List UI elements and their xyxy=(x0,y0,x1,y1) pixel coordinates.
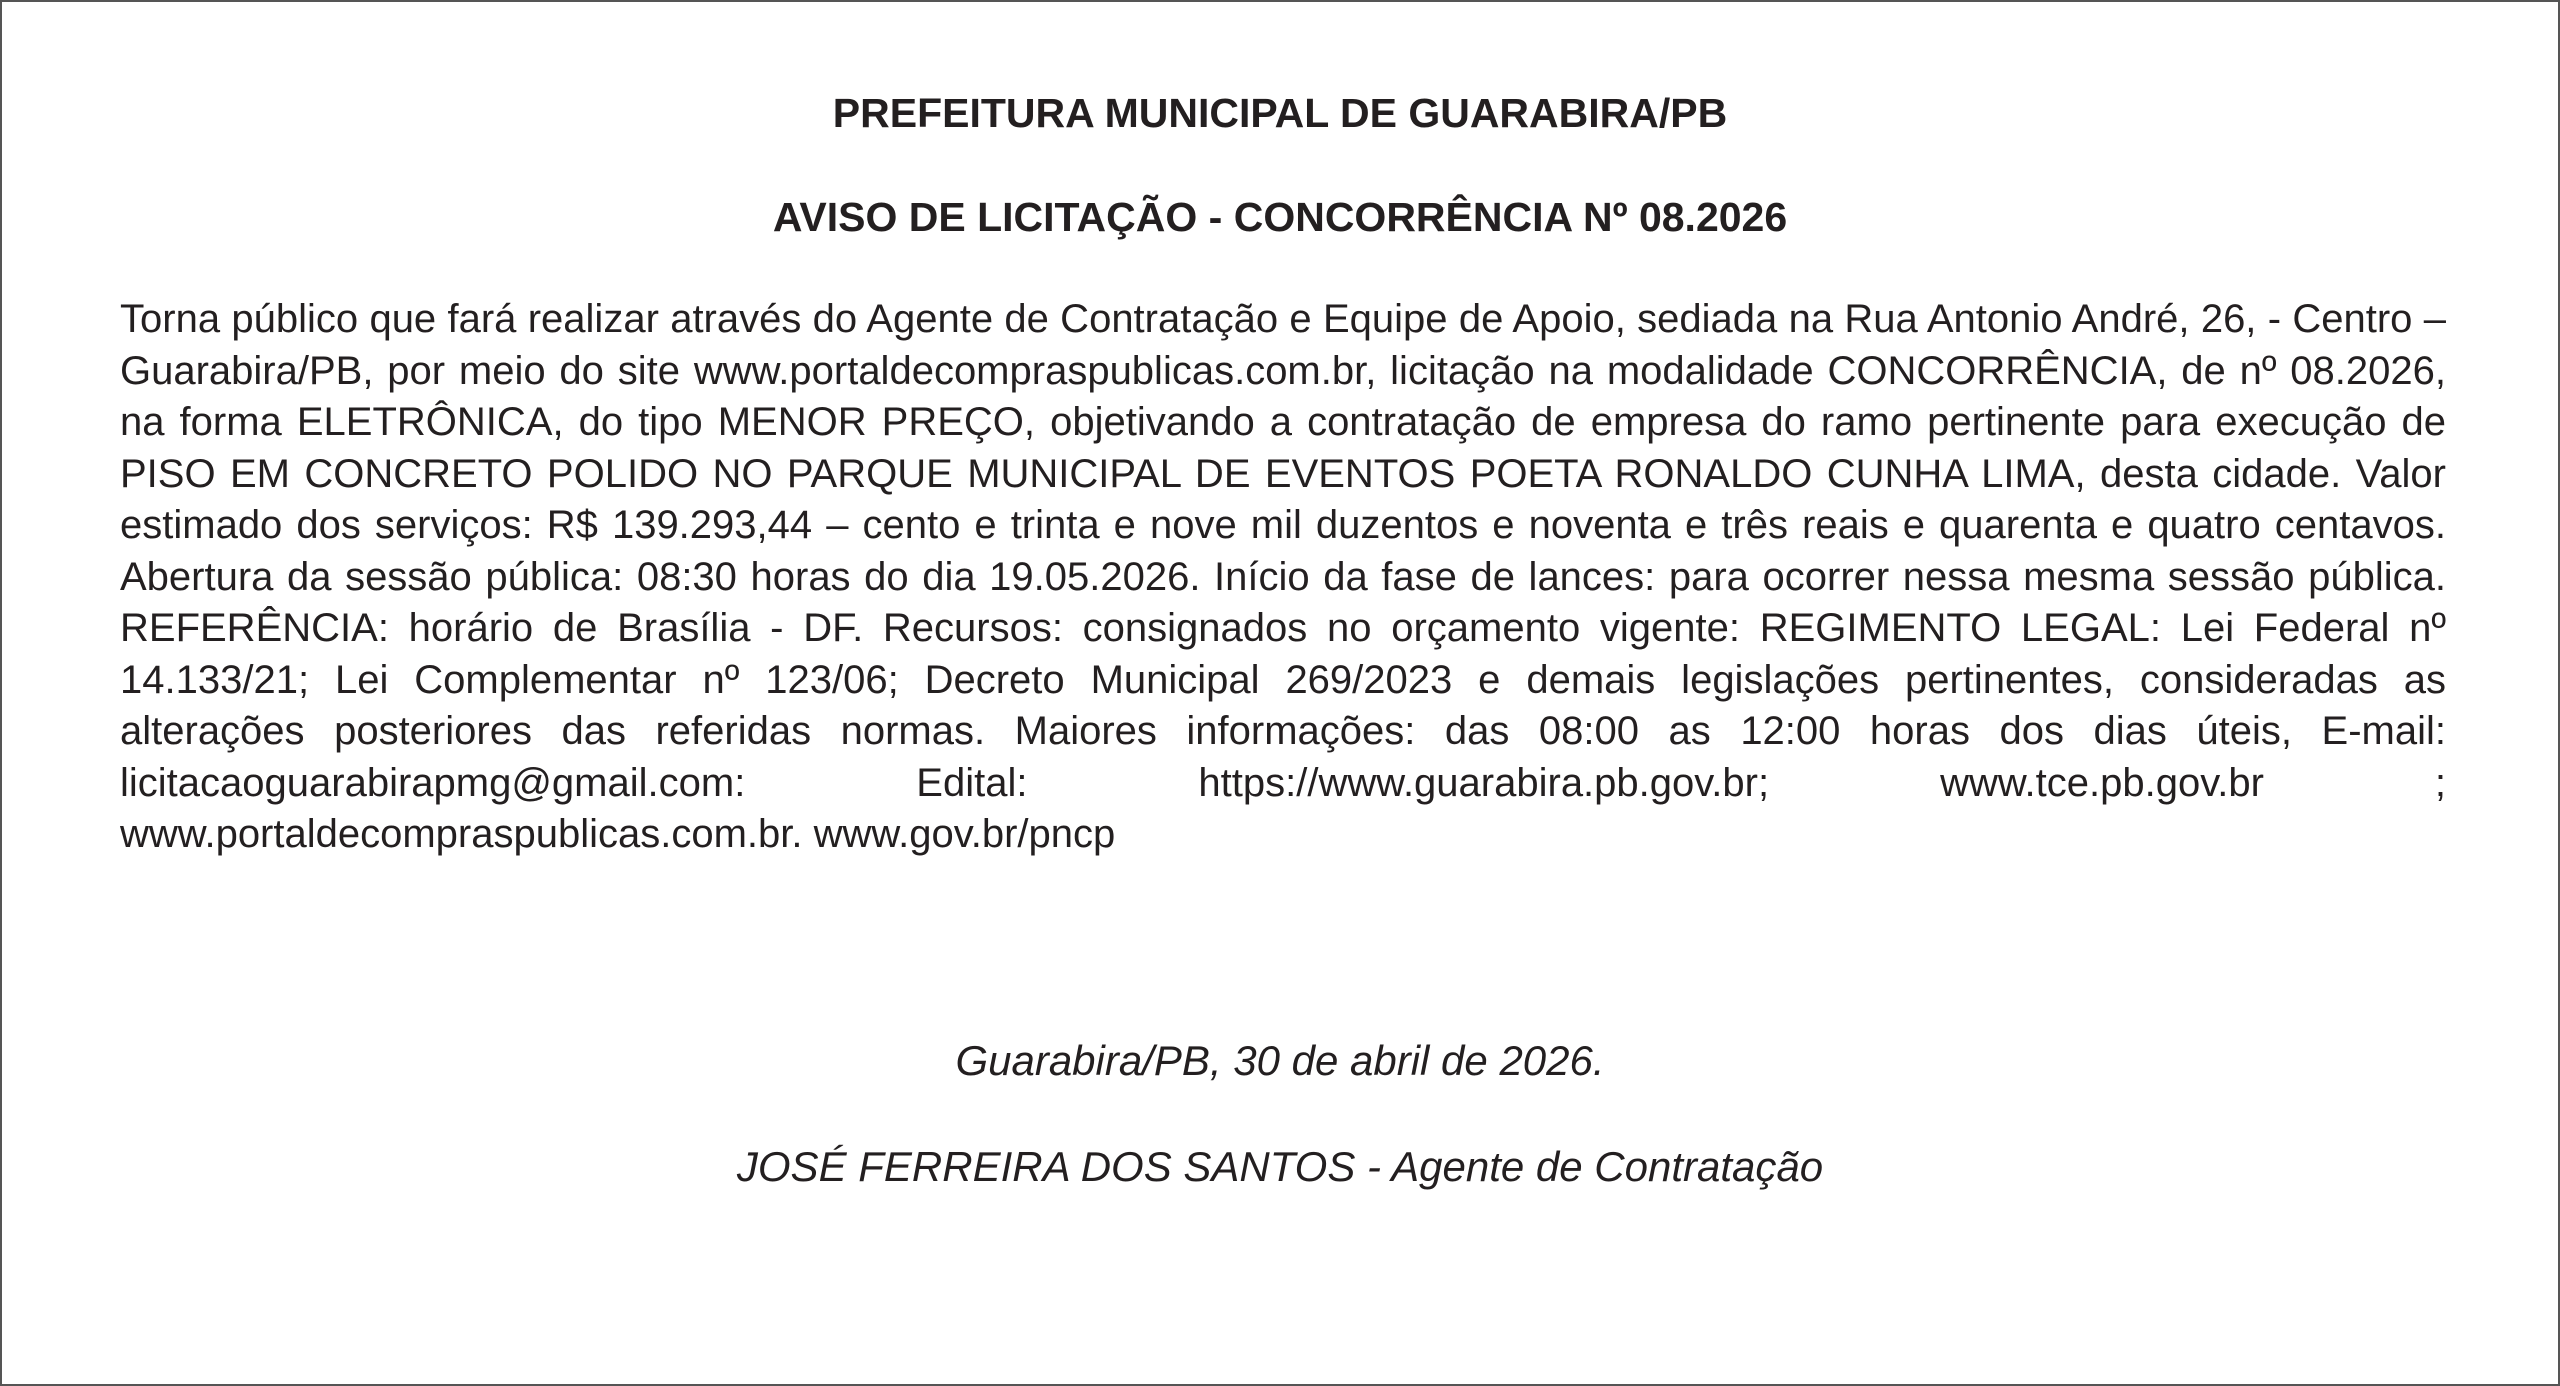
notice-body: Torna público que fará realizar através do Agente de Contratação e Equipe de Apoio, sediada na Rua Antonio André, 26, - Centro – Guarabira/PB, por meio do site www.portaldecompraspublicas.com.br, licitação na modalidade CONCORRÊNCIA, de nº 08.2026, na forma ELETRÔNICA, do tipo MENOR PREÇO, objetivando a contratação de empresa do ramo pertinente para execução de PISO EM CONCRETO POLIDO NO PARQUE MUNICIPAL DE EVENTOS POETA RONALDO CUNHA LIMA, desta cidade. Valor estimado dos serviços: R$ 139.293,44 – cento e trinta e nove mil duzentos e noventa e três reais e quarenta e quatro centavos. Abertura da sessão pública: 08:30 horas do dia 19.05.2026. Início da fase de lances: para ocorrer nessa mesma sessão pública. REFERÊNCIA: horário de Brasília - DF. Recursos: consignados no orçamento vigente: REGIMENTO LEGAL: Lei Federal nº 14.133/21; Lei Complementar nº 123/06; Decreto Municipal 269/2023 e demais legislações pertinentes, consideradas as alterações posteriores das referidas normas. Maiores informações: das 08:00 as 12:00 horas dos dias úteis, E-mail: licitacaoguarabirapmg@gmail.com: Edital: https://www.guarabira.pb.gov.br; www.tce.pb.gov.br ; www.portaldecompraspublicas.com.br. www.gov.br/pncp xyxy=(120,297,2446,856)
organization-title: PREFEITURA MUNICIPAL DE GUARABIRA/PB xyxy=(832,90,1728,136)
signature-line: JOSÉ FERREIRA DOS SANTOS - Agente de Contratação xyxy=(736,1143,1824,1190)
date-line: Guarabira/PB, 30 de abril de 2026. xyxy=(955,1037,1605,1084)
notice-title: AVISO DE LICITAÇÃO - CONCORRÊNCIA Nº 08.2026 xyxy=(772,194,1788,240)
